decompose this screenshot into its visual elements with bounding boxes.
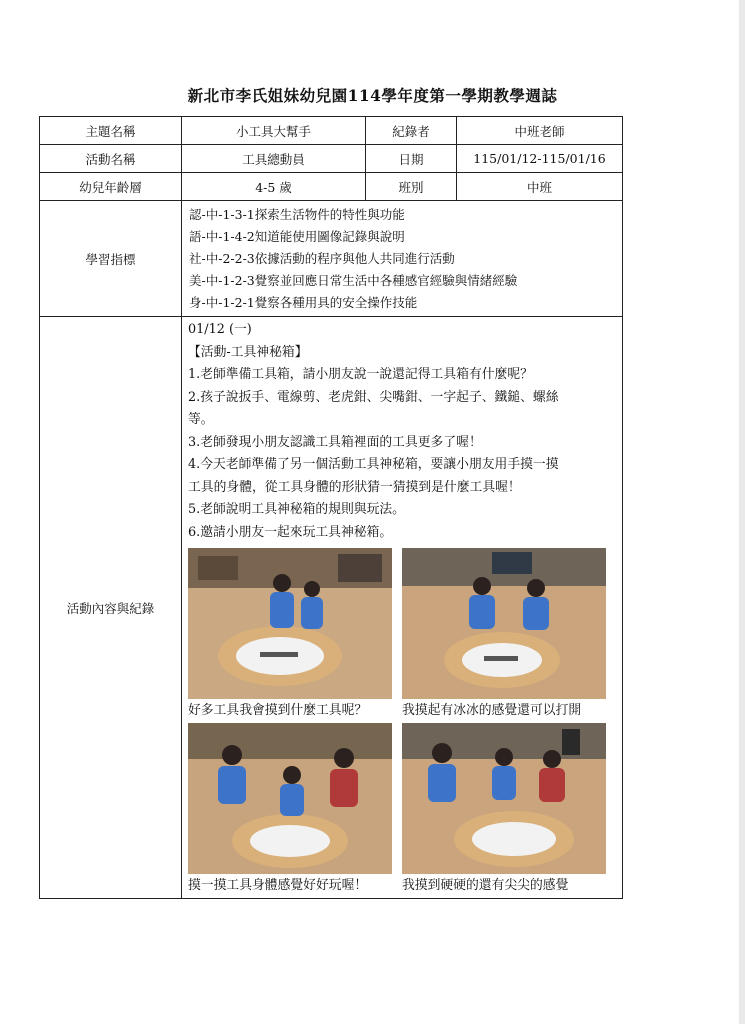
weekly-log-table (39, 116, 623, 899)
indicator-item: 身-中-1-2-1覺察各種用具的安全操作技能 (189, 295, 418, 310)
date-value: 115/01/12-115/01/16 (457, 145, 623, 173)
classroom-photo (402, 723, 606, 874)
photo-card (188, 723, 392, 898)
activity-line: 6.邀請小朋友一起來玩工具神秘箱。 (188, 524, 393, 540)
photo-grid (188, 548, 616, 898)
photo-caption: 我摸到硬硬的還有尖尖的感覺 (402, 878, 569, 893)
activity-line: 工具的身體，從工具身體的形狀猜一猜摸到是什麼工具喔！ (188, 479, 521, 495)
age-value: 4-5 歲 (182, 173, 366, 201)
indicators-label: 學習指標 (40, 201, 182, 317)
photo-card (402, 723, 606, 898)
activity-line: 等。 (188, 412, 214, 427)
theme-value: 小工具大幫手 (182, 117, 366, 145)
activity-heading: 【活動-工具神秘箱】 (188, 344, 308, 360)
classroom-photo (188, 723, 392, 874)
activity-content-row (40, 317, 623, 899)
page-edge (739, 0, 745, 1024)
age-row (40, 173, 623, 201)
photo-card (188, 548, 392, 723)
activity-content (182, 317, 623, 899)
indicator-item: 語-中-1-4-2知道能使用圖像記錄與說明 (189, 229, 405, 244)
recorder-value: 中班老師 (457, 117, 623, 145)
recorder-label: 紀錄者 (366, 117, 457, 145)
activity-value: 工具總動員 (182, 145, 366, 173)
classroom-photo (402, 548, 606, 699)
activity-line: 2.孩子說扳手、電線剪、老虎鉗、尖嘴鉗、一字起子、鐵鎚、螺絲 (188, 389, 559, 405)
photo-card (402, 548, 606, 723)
photo-caption: 摸一摸工具身體感覺好好玩喔！ (188, 878, 368, 893)
activity-line: 5.老師說明工具神秘箱的規則與玩法。 (188, 502, 405, 517)
activity-content-label: 活動內容與紀錄 (40, 317, 182, 899)
activity-line: 3.老師發現小朋友認識工具箱裡面的工具更多了喔！ (188, 434, 482, 450)
indicators-row (40, 201, 623, 317)
theme-label: 主題名稱 (40, 117, 182, 145)
activity-line: 1.老師準備工具箱，請小朋友說一說還記得工具箱有什麼呢？ (188, 367, 533, 382)
activity-row (40, 145, 623, 173)
date-label: 日期 (366, 145, 457, 173)
indicator-item: 社-中-2-2-3依據活動的程序與他人共同進行活動 (189, 251, 455, 266)
page-title: 新北市李氏姐妹幼兒園114學年度第一學期教學週誌 (187, 86, 558, 105)
activity-label: 活動名稱 (40, 145, 182, 173)
indicator-item: 認-中-1-3-1探索生活物件的特性與功能 (189, 207, 405, 222)
theme-row (40, 117, 623, 145)
age-label: 幼兒年齡層 (40, 173, 182, 201)
indicator-item: 美-中-1-2-3覺察並回應日常生活中各種感官經驗與情緒經驗 (189, 273, 518, 288)
class-value: 中班 (457, 173, 623, 201)
photo-caption: 好多工具我會摸到什麼工具呢？ (188, 703, 368, 718)
photo-caption: 我摸起有冰冰的感覺還可以打開 (402, 703, 582, 718)
indicators-list (182, 201, 623, 317)
class-label: 班別 (366, 173, 457, 201)
classroom-photo (188, 548, 392, 699)
activity-line: 4.今天老師準備了另一個活動工具神秘箱，要讓小朋友用手摸一摸 (188, 457, 559, 472)
activity-date: 01/12 (一) (188, 322, 252, 337)
